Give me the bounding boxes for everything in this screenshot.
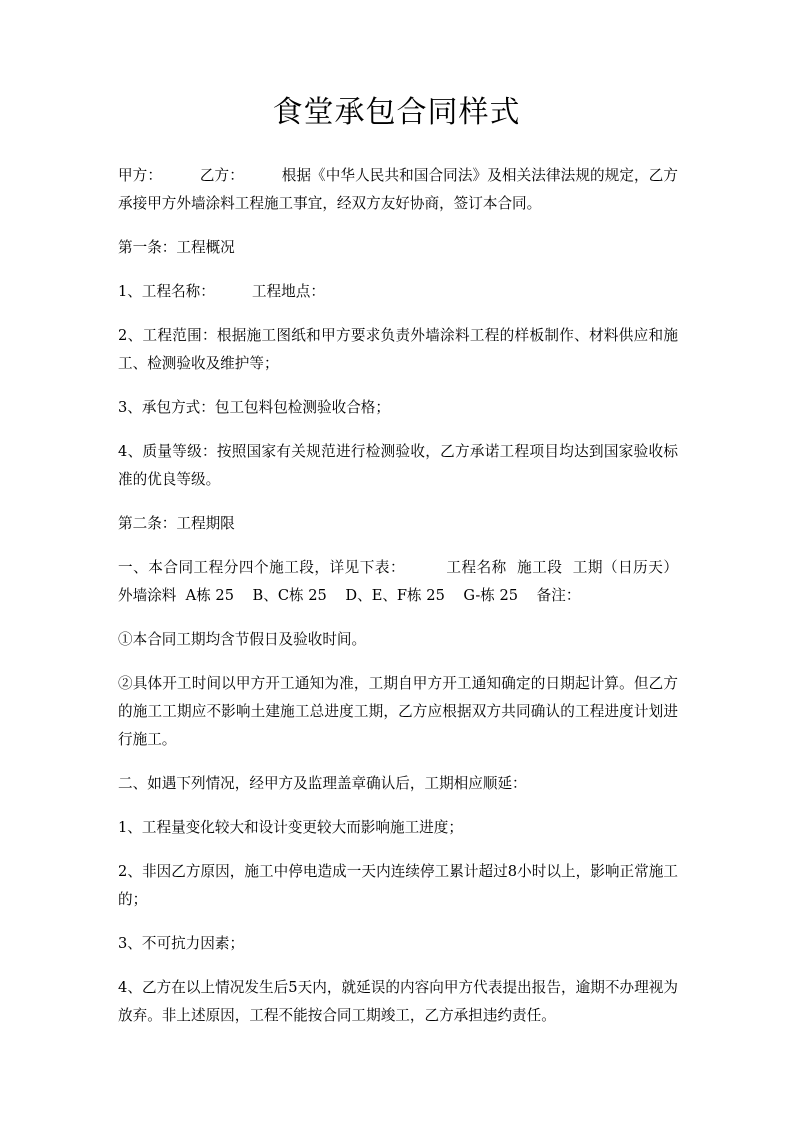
paragraph-construction-stages: 一、本合同工程分四个施工段，详见下表： 工程名称 施工段 工期（日历天） 外墙涂料 A栋 25 B、C栋 25 D、E、F栋 25 G-栋 25 备注： <box>118 559 688 604</box>
paragraph-extension-item-3: 3、不可抗力因素； <box>118 935 245 952</box>
paragraph-note-1: ①本合同工期均含节假日及验收时间。 <box>118 631 367 648</box>
paragraph-contract-method: 3、承包方式：包工包料包检测验收合格； <box>118 399 390 416</box>
document-title: 食堂承包合同样式 <box>272 95 521 130</box>
paragraph-extension-item-2: 2、非因乙方原因，施工中停电造成一天内连续停工累计超过8小时以上，影响正常施工的； <box>118 863 678 908</box>
paragraph-extension-item-4: 4、乙方在以上情况发生后5天内，就延误的内容向甲方代表提出报告，逾期不办理视为放弃。非上述原因，工程不能按合同工期竣工，乙方承担违约责任。 <box>118 979 678 1024</box>
paragraph-parties-intro: 甲方： 乙方： 根据《中华人民共和国合同法》及相关法律法规的规定，乙方承接甲方外墙涂料工程施工事宜，经双方友好协商，签订本合同。 <box>118 167 678 212</box>
section-heading-article-2: 第二条：工程期限 <box>118 515 235 532</box>
section-heading-article-1: 第一条：工程概况 <box>118 239 235 256</box>
paragraph-quality-grade: 4、质量等级：按照国家有关规范进行检测验收，乙方承诺工程项目均达到国家验收标准的优良等级。 <box>118 443 678 488</box>
document-body <box>118 162 688 1046</box>
paragraph-project-scope: 2、工程范围：根据施工图纸和甲方要求负责外墙涂料工程的样板制作、材料供应和施工、检测验收及维护等； <box>118 327 678 372</box>
paragraph-extension-conditions: 二、如遇下列情况，经甲方及监理盖章确认后，工期相应顺延： <box>118 775 527 792</box>
paragraph-note-2: ②具体开工时间以甲方开工通知为准，工期自甲方开工通知确定的日期起计算。但乙方的施工工期应不影响土建施工总进度工期，乙方应根据双方共同确认的工程进度计划进行施工。 <box>118 675 678 748</box>
paragraph-extension-item-1: 1、工程量变化较大和设计变更较大而影响施工进度； <box>118 819 463 836</box>
paragraph-project-name-location: 1、工程名称： 工程地点： <box>118 283 325 300</box>
